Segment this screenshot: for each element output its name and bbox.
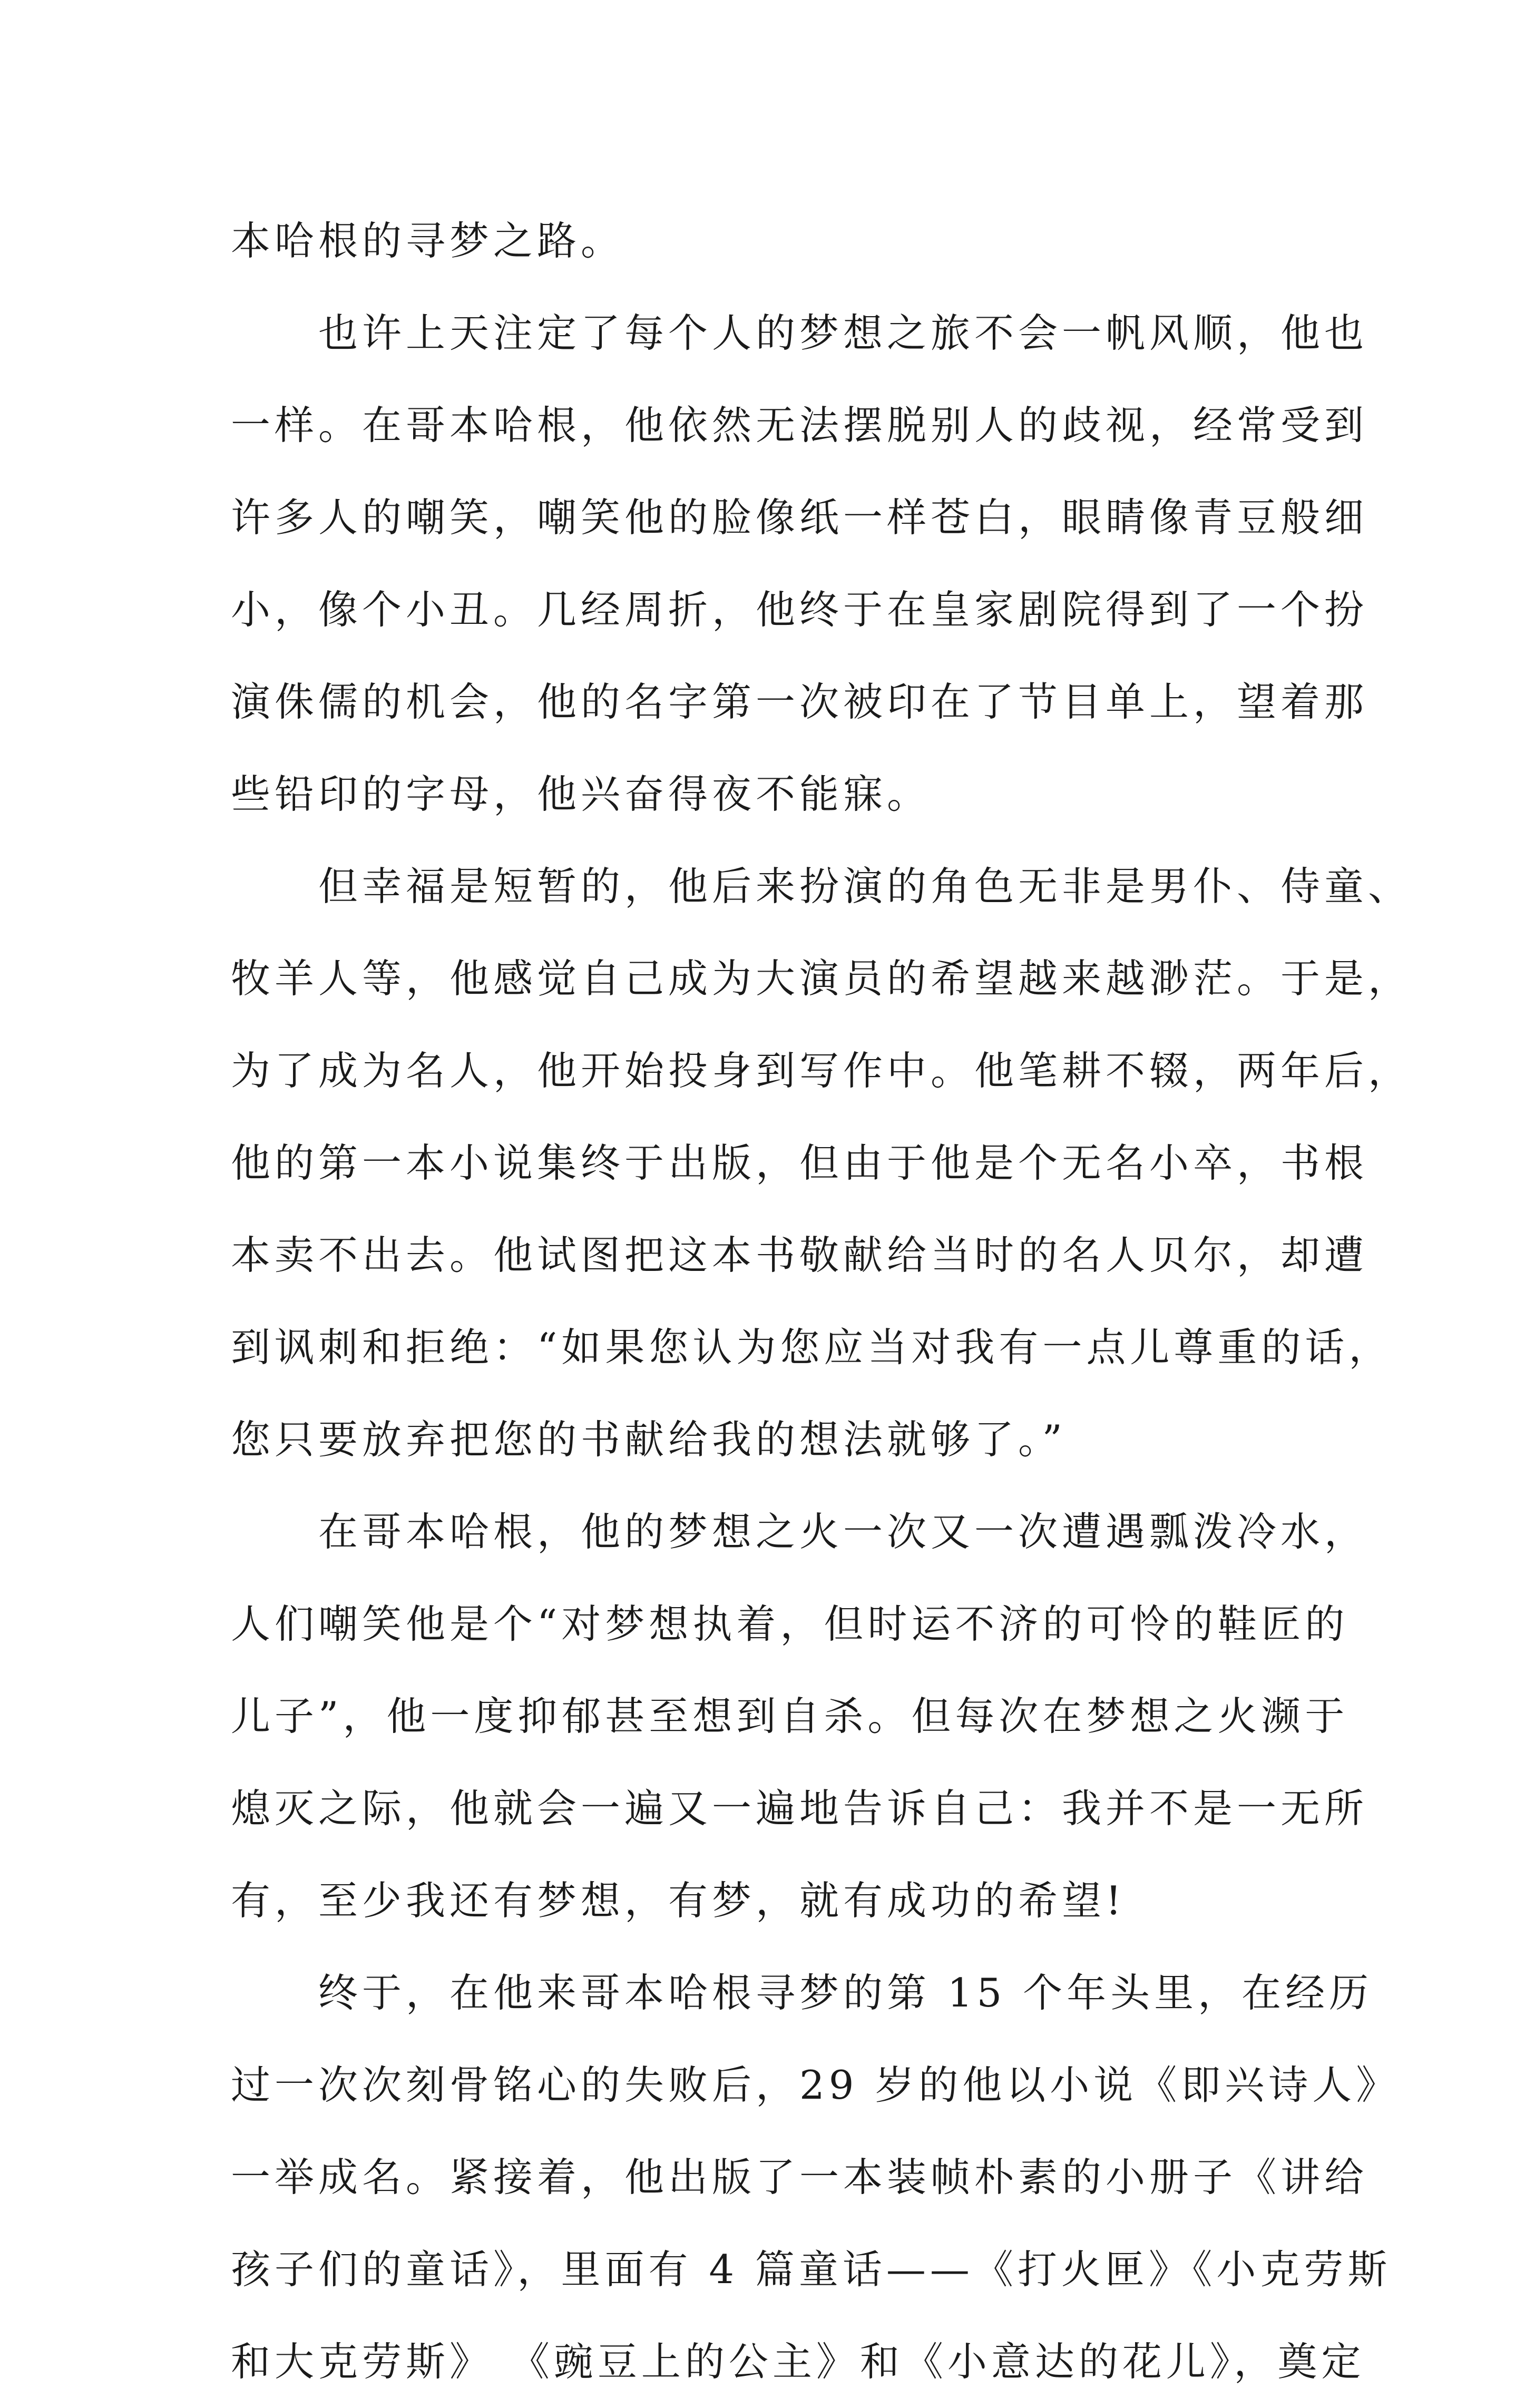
text-line: 您只要放弃把您的书献给我的想法就够了。” bbox=[231, 1416, 1067, 1463]
text-line: 本哈根的寻梦之路。 bbox=[231, 218, 625, 264]
text-line: 他的第一本小说集终于出版，但由于他是个无名小卒，书根 bbox=[231, 1140, 1368, 1186]
text-line: 有，至少我还有梦想，有梦，就有成功的希望! bbox=[231, 1877, 1126, 1924]
text-line: 演侏儒的机会，他的名字第一次被印在了节目单上，望着那 bbox=[231, 679, 1368, 725]
body-text bbox=[231, 195, 1412, 2408]
text-line: 一举成名。紧接着，他出版了一本装帧朴素的小册子《讲给 bbox=[231, 2154, 1368, 2200]
text-line: 但幸福是短暂的，他后来扮演的角色无非是男仆、侍童、 bbox=[318, 863, 1412, 909]
text-line: 和大克劳斯》 《豌豆上的公主》和《小意达的花儿》，奠定 bbox=[231, 2338, 1365, 2385]
text-line: 孩子们的童话》，里面有 4 篇童话——《打火匣》《小克劳斯 bbox=[231, 2246, 1392, 2293]
text-line: 些铅印的字母，他兴奋得夜不能寐。 bbox=[231, 771, 931, 817]
text-line: 牧羊人等，他感觉自己成为大演员的希望越来越渺茫。于是， bbox=[231, 955, 1412, 1002]
text-line: 人们嘲笑他是个“对梦想执着，但时运不济的可怜的鞋匠的 bbox=[231, 1601, 1349, 1647]
text-line: 儿子”，他一度抑郁甚至想到自杀。但每次在梦想之火濒于 bbox=[231, 1693, 1349, 1739]
text-line: 在哥本哈根，他的梦想之火一次又一次遭遇瓢泼冷水， bbox=[318, 1509, 1368, 1555]
text-line: 过一次次刻骨铭心的失败后，29 岁的他以小说《即兴诗人》 bbox=[231, 2062, 1400, 2108]
text-line: 许多人的嘲笑，嘲笑他的脸像纸一样苍白，眼睛像青豆般细 bbox=[231, 494, 1368, 541]
text-line: 终于，在他来哥本哈根寻梦的第 15 个年头里，在经历 bbox=[318, 1970, 1373, 2016]
text-line: 本卖不出去。他试图把这本书敬献给当时的名人贝尔，却遭 bbox=[231, 1232, 1368, 1278]
text-line: 一样。在哥本哈根，他依然无法摆脱别人的歧视，经常受到 bbox=[231, 402, 1368, 448]
text-line: 也许上天注定了每个人的梦想之旅不会一帆风顺，他也 bbox=[318, 310, 1368, 356]
text-line: 小，像个小丑。几经周折，他终于在皇家剧院得到了一个扮 bbox=[231, 586, 1368, 633]
text-line: 为了成为名人，他开始投身到写作中。他笔耕不辍，两年后， bbox=[231, 1048, 1412, 1094]
text-line: 到讽刺和拒绝：“如果您认为您应当对我有一点儿尊重的话， bbox=[231, 1324, 1393, 1371]
text-line: 熄灭之际，他就会一遍又一遍地告诉自己：我并不是一无所 bbox=[231, 1785, 1368, 1832]
